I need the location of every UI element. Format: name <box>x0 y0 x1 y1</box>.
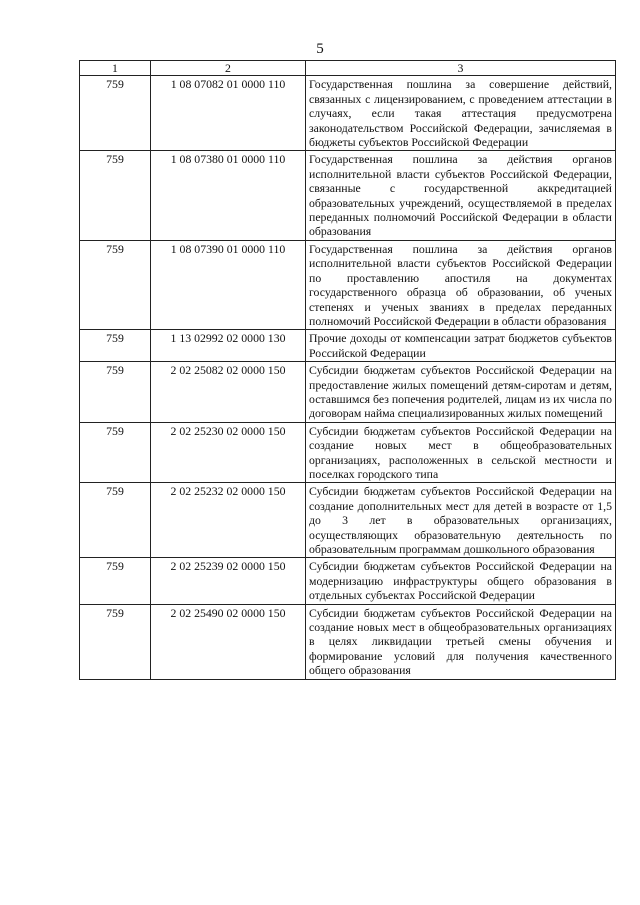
revenue-code-cell: 1 08 07380 01 0000 110 <box>151 151 306 240</box>
admin-code-cell: 759 <box>80 240 151 329</box>
table-row <box>80 151 616 240</box>
table-row <box>80 76 616 151</box>
admin-code-cell: 759 <box>80 362 151 423</box>
revenue-code-cell: 1 13 02992 02 0000 130 <box>151 330 306 362</box>
revenue-name-cell: Субсидии бюджетам субъектов Российской Федерации на создание дополнительных мест для детей в возрасте от 1,5 до 3 лет в образовательных организациях, осуществляющих образовательную деятельность по образовательным программам дошкольного образования <box>306 483 616 558</box>
revenue-name-cell: Государственная пошлина за действия органов исполнительной власти субъектов Российской Федерации по проставлению апостиля на документах государственного образца об образовании, об ученых степенях и ученых званиях в пределах переданных полномочий Российской Федерации в области образования <box>306 240 616 329</box>
table-row <box>80 604 616 679</box>
revenue-code-cell: 2 02 25230 02 0000 150 <box>151 422 306 483</box>
revenue-code-cell: 2 02 25232 02 0000 150 <box>151 483 306 558</box>
admin-code-cell: 759 <box>80 151 151 240</box>
admin-code-cell: 759 <box>80 422 151 483</box>
revenue-code-cell: 1 08 07082 01 0000 110 <box>151 76 306 151</box>
admin-code-cell: 759 <box>80 604 151 679</box>
admin-code-cell: 759 <box>80 330 151 362</box>
revenue-code-cell: 2 02 25490 02 0000 150 <box>151 604 306 679</box>
table-row <box>80 483 616 558</box>
table-row <box>80 240 616 329</box>
table-row <box>80 558 616 604</box>
admin-code-cell: 759 <box>80 76 151 151</box>
revenue-code-cell: 2 02 25082 02 0000 150 <box>151 362 306 423</box>
admin-code-cell: 759 <box>80 558 151 604</box>
revenue-name-cell: Государственная пошлина за действия органов исполнительной власти субъектов Российской Федерации, связанные с государственной аккредитацией образовательных учреждений, осуществляемой в пределах переданных полномочий Российской Федерации в области образования <box>306 151 616 240</box>
revenue-codes-table <box>79 60 616 680</box>
column-header-3: 3 <box>306 61 616 76</box>
revenue-name-cell: Субсидии бюджетам субъектов Российской Федерации на предоставление жилых помещений детям-сиротам и детям, оставшимся без попечения родителей, лицам из их числа по договорам найма специализированных жилых помещений <box>306 362 616 423</box>
revenue-name-cell: Субсидии бюджетам субъектов Российской Федерации на модернизацию инфраструктуры общего образования в отдельных субъектах Российской Федерации <box>306 558 616 604</box>
column-header-2: 2 <box>151 61 306 76</box>
revenue-name-cell: Государственная пошлина за совершение действий, связанных с лицензированием, с проведением аттестации в случаях, если такая аттестация предусмотрена законодательством Российской Федерации, зачисляемая в бюджеты субъектов Российской Федерации <box>306 76 616 151</box>
table-row <box>80 422 616 483</box>
table-row <box>80 362 616 423</box>
revenue-name-cell: Субсидии бюджетам субъектов Российской Федерации на создание новых мест в общеобразовательных организациях, расположенных в сельской местности и поселках городского типа <box>306 422 616 483</box>
revenue-code-cell: 2 02 25239 02 0000 150 <box>151 558 306 604</box>
revenue-name-cell: Прочие доходы от компенсации затрат бюджетов субъектов Российской Федерации <box>306 330 616 362</box>
revenue-name-cell: Субсидии бюджетам субъектов Российской Федерации на создание новых мест в общеобразовательных организациях в целях ликвидации третьей смены обучения и формирование условий для получения качественного общего образования <box>306 604 616 679</box>
admin-code-cell: 759 <box>80 483 151 558</box>
page-number: 5 <box>316 41 324 57</box>
revenue-code-cell: 1 08 07390 01 0000 110 <box>151 240 306 329</box>
table-row <box>80 330 616 362</box>
column-header-1: 1 <box>80 61 151 76</box>
table-header-row <box>80 61 616 76</box>
